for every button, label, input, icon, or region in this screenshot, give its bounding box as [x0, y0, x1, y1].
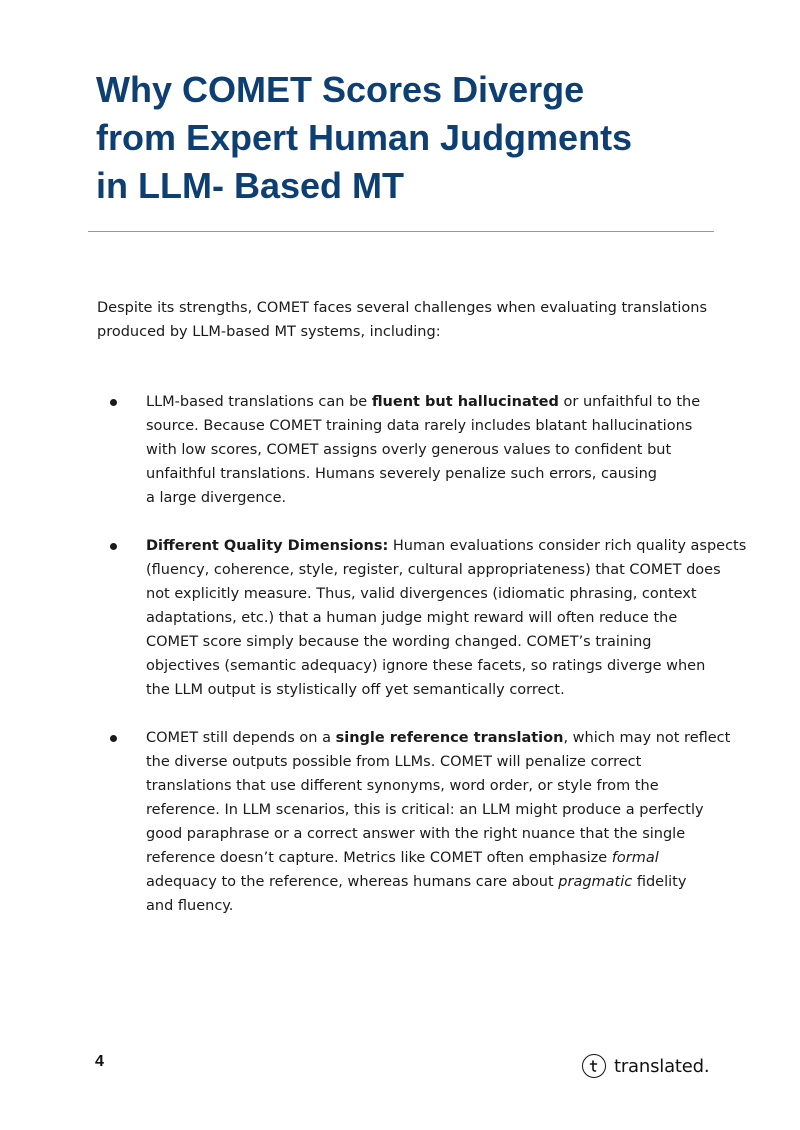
- bullet-item: [0, 390, 706, 510]
- emphasis-italic: pragmatic: [558, 874, 633, 890]
- title-line: from Expert Human Judgments: [96, 117, 633, 158]
- page-title: [96, 66, 736, 210]
- logo-text: translated.: [614, 1055, 710, 1077]
- translated-t-circle-icon: [582, 1054, 606, 1078]
- bullet-dot-icon: [110, 399, 117, 406]
- emphasis-bold: fluent but hallucinated: [371, 394, 559, 410]
- bullet-dot-icon: [110, 735, 117, 742]
- title-divider: [88, 231, 714, 232]
- emphasis-bold: single reference translation: [335, 730, 564, 746]
- emphasis-italic: formal: [611, 850, 659, 866]
- bullet-paragraph: COMET still depends on a single reference translation, which may not reflect the diverse outputs possible from LLMs. COMET will penalize correct translations that use different synonyms, word order, or style from the reference. In LLM scenarios, this is critical: an LLM might produce a perfectly good paraphrase or a correct answer with the right nuance that the single reference doesn’t capture. Metrics like COMET often emphasize formal adequacy to the reference, whereas humans care about pragmatic fidelity and fluency.: [146, 730, 731, 914]
- bullet-item: [0, 726, 731, 918]
- bullet-paragraph: LLM-based translations can be fluent but hallucinated or unfaithful to the source. Because COMET training data rarely includes blatant hallucinations with low scores, COMET assigns overly generous values to confident but unfaithful translations. Humans severely penalize such errors, causing a large divergence.: [146, 394, 701, 506]
- intro-line: produced by LLM-based MT systems, including:: [97, 324, 441, 340]
- bullet-paragraph: Different Quality Dimensions: Human evaluations consider rich quality aspects (fluency, coherence, style, register, cultural appropriateness) that COMET does not explicitly measure. Thus, valid divergences (idiomatic phrasing, context adaptations, etc.) that a human judge might reward will often reduce the COMET score simply because the wording changed. COMET’s training objectives (semantic adequacy) ignore these facets, so ratings diverge when the LLM output is stylistically off yet semantically correct.: [146, 538, 747, 698]
- title-line: in LLM- Based MT: [96, 165, 404, 206]
- title-line: Why COMET Scores Diverge: [96, 69, 585, 110]
- bullet-list: [0, 390, 800, 942]
- bullet-item: [0, 534, 747, 702]
- emphasis-bold: Different Quality Dimensions:: [146, 538, 389, 554]
- page-number: 4: [95, 1053, 104, 1070]
- intro-line: Despite its strengths, COMET faces several challenges when evaluating translations: [97, 300, 707, 316]
- bullet-dot-icon: [110, 543, 117, 550]
- intro-paragraph: [97, 296, 717, 344]
- translated-logo: [582, 1052, 709, 1080]
